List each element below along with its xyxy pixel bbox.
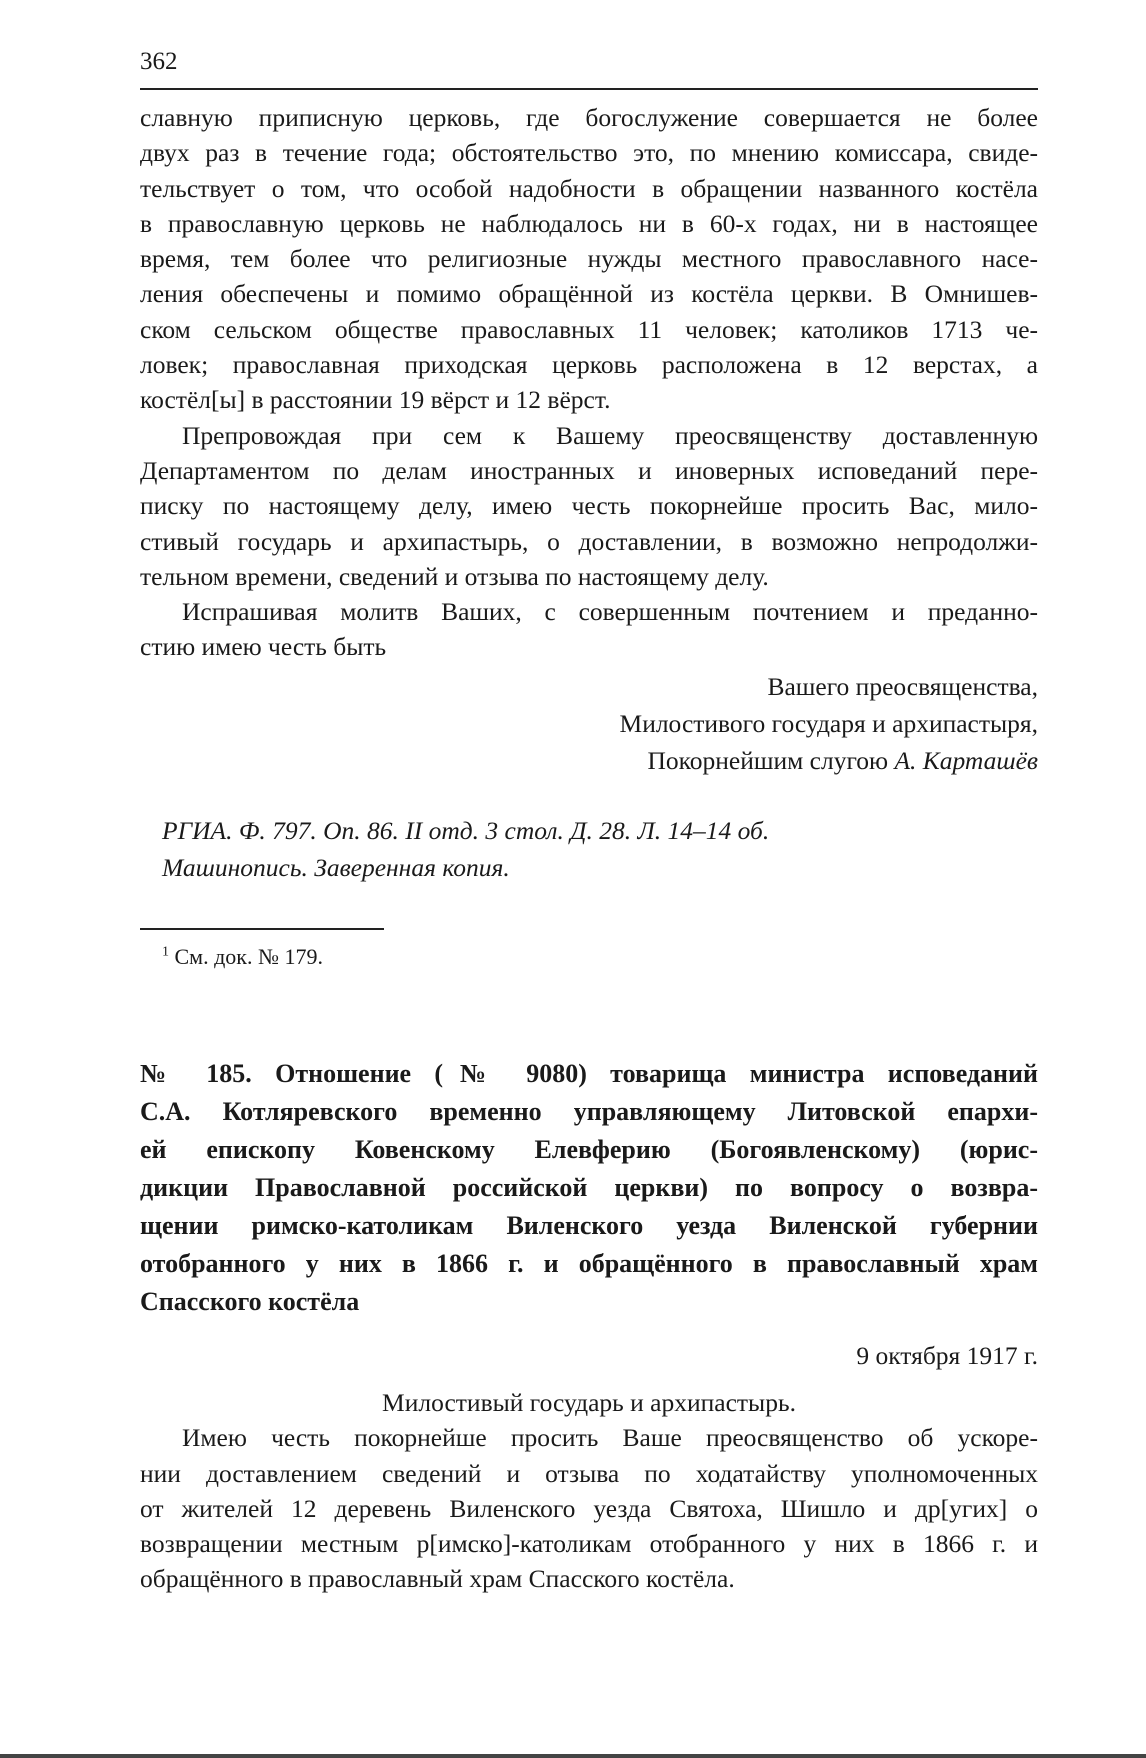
- text-line: стивый государь и архипастырь, о доставлении, в возможно непродолжи-: [140, 526, 1038, 556]
- heading-line: отобранного у них в 1866 г. и обращённого в православный храм: [140, 1249, 1038, 1278]
- text-line: двух раз в течение года; обстоятельство это, по мнению комиссара, свиде-: [140, 138, 1038, 168]
- text-line: Имею честь покорнейше просить Ваше преосвященство об ускоре-: [182, 1423, 1038, 1453]
- text-line: писку по настоящему делу, имею честь покорнейше просить Вас, мило-: [140, 491, 1038, 521]
- page-number: 362: [140, 48, 178, 75]
- text-line: в православную церковь не наблюдалось ни в 60-х годах, ни в настоящее: [140, 208, 1038, 238]
- text-line: Препровождая при сем к Вашему преосвященству доставленную: [182, 420, 1038, 450]
- text-line: время, тем более что религиозные нужды местного православного насе-: [140, 244, 1038, 274]
- footnote-text: См. док. № 179.: [169, 944, 323, 969]
- heading-line: Спасского костёла: [140, 1287, 360, 1316]
- text-line: Департаментом по делам иностранных и иноверных исповеданий пере-: [140, 455, 1038, 485]
- text-line: стию имею честь быть: [140, 632, 387, 662]
- heading-line: С.А. Котляревского временно управляющему Литовской епархи-: [140, 1097, 1038, 1126]
- signature-line: [140, 742, 1038, 779]
- archival-source: [140, 812, 1038, 886]
- letter-text: [140, 100, 1038, 665]
- footnote-mark: 1: [162, 944, 169, 960]
- letter-body: [140, 1385, 1038, 1597]
- document-date: 9 октября 1917 г.: [856, 1341, 1038, 1370]
- signature-prefix: Покорнейшим слугою: [647, 746, 895, 775]
- text-line: Испрашивая молитв Ваших, с совершенным почтением и преданно-: [182, 597, 1038, 627]
- footnote-rule: [140, 928, 384, 930]
- text-line: ления обеспечены и помимо обращённой из костёла церкви. В Омнишев-: [140, 279, 1038, 309]
- text-line: тельствует о том, что особой надобности в обращении названного костёла: [140, 173, 1038, 203]
- source-line: Машинопись. Заверенная копия.: [162, 853, 510, 882]
- signature-line: Вашего преосвященства,: [767, 672, 1038, 701]
- heading-line: ей епископу Ковенскому Елевферию (Богоявленскому) (юрис-: [140, 1135, 1038, 1164]
- text-line: возвращении местным р[имско]-католикам отобранного у них в 1866 г. и: [140, 1529, 1038, 1559]
- text-line: ском сельском обществе православных 11 человек; католиков 1713 че-: [140, 314, 1038, 344]
- source-line: РГИА. Ф. 797. Оп. 86. II отд. 3 стол. Д. 28. Л. 14–14 об.: [162, 816, 770, 845]
- signatory-name: А. Карташёв: [894, 746, 1038, 775]
- text-line: славную приписную церковь, где богослужение совершается не более: [140, 103, 1038, 132]
- heading-line: щении римско-католикам Виленского уезда Виленской губернии: [140, 1211, 1038, 1240]
- text-line: нии доставлением сведений и отзыва по ходатайству уполномоченных: [140, 1458, 1038, 1488]
- page-bottom-edge: [0, 1754, 1146, 1758]
- text-line: от жителей 12 деревень Виленского уезда Святоха, Шишло и др[угих] о: [140, 1493, 1038, 1523]
- text-line: тельном времени, сведений и отзыва по настоящему делу.: [140, 561, 769, 591]
- signature-block: [140, 668, 1038, 779]
- text-line: костёл[ы] в расстоянии 19 вёрст и 12 вёрст.: [140, 385, 611, 415]
- heading-line: № 185. Отношение (№ 9080) товарища министра исповеданий: [140, 1059, 1038, 1088]
- text-line: ловек; православная приходская церковь расположена в 12 верстах, а: [140, 350, 1038, 380]
- text-line: обращённого в православный храм Спасского костёла.: [140, 1564, 735, 1594]
- greeting: Милостивый государь и архипастырь.: [382, 1388, 796, 1417]
- header-rule: [140, 88, 1038, 90]
- signature-line: Милостивого государя и архипастыря,: [619, 709, 1038, 738]
- footnote: [162, 944, 323, 970]
- heading-line: дикции Православной российской церкви) по вопросу о возвра-: [140, 1173, 1038, 1202]
- document-heading: [140, 1055, 1038, 1321]
